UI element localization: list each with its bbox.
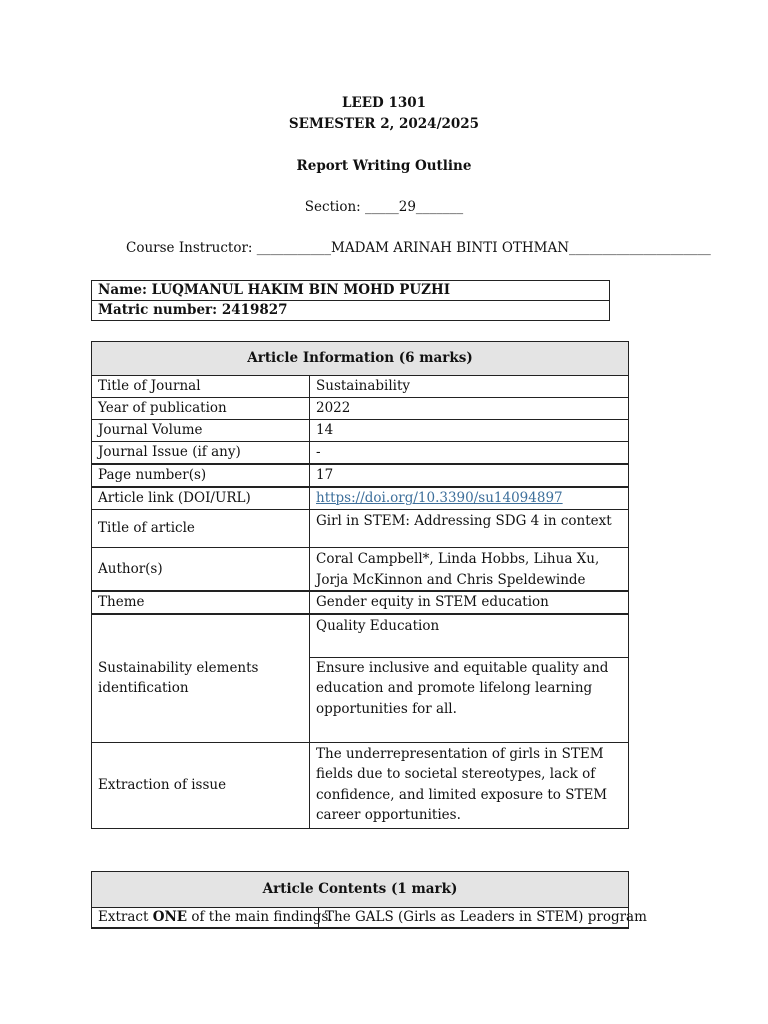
page-title: Report Writing Outline xyxy=(296,158,472,174)
row-value: The GALS (Girls as Leaders in STEM) program xyxy=(319,908,629,929)
table-row xyxy=(92,614,629,658)
row-value: Quality Education xyxy=(310,614,629,658)
table-row xyxy=(92,908,629,929)
table-row xyxy=(92,376,629,398)
row-label: Author(s) xyxy=(92,548,310,592)
label-emphasis: ONE xyxy=(152,909,188,925)
doi-link[interactable]: https://doi.org/10.3390/su14094897 xyxy=(316,490,563,507)
semester: SEMESTER 2, 2024/2025 xyxy=(288,116,480,132)
row-label: Sustainability elements identification xyxy=(92,614,310,743)
article-contents-table xyxy=(91,871,647,929)
row-value: - xyxy=(310,442,629,465)
row-label: Theme xyxy=(92,591,310,614)
article-info-table xyxy=(91,341,629,829)
table-row xyxy=(92,398,629,420)
table-row xyxy=(92,742,629,828)
table-row xyxy=(92,510,629,548)
course-code: LEED 1301 xyxy=(341,95,427,111)
row-label: Title of Journal xyxy=(92,376,310,398)
row-value: Gender equity in STEM education xyxy=(310,591,629,614)
row-value xyxy=(310,487,629,510)
row-value: 14 xyxy=(310,420,629,442)
student-matric: Matric number: 2419827 xyxy=(92,301,610,321)
row-label: Page number(s) xyxy=(92,464,310,487)
table-row xyxy=(92,591,629,614)
table-row xyxy=(92,548,629,592)
instructor-line: Course Instructor: ___________MADAM ARINAH BINTI OTHMAN_____________________ xyxy=(126,240,711,256)
row-value: Sustainability xyxy=(310,376,629,398)
row-value: 2022 xyxy=(310,398,629,420)
row-value: The underrepresentation of girls in STEM fields due to societal stereotypes, lack of confidence, and limited exposure to STEM career opportunities. xyxy=(310,742,629,828)
row-label: Extraction of issue xyxy=(92,742,310,828)
student-table xyxy=(91,280,610,321)
label-prefix: Extract xyxy=(98,909,153,925)
label-suffix: of the main findings. xyxy=(187,909,333,925)
row-value: 17 xyxy=(310,464,629,487)
row-value: Coral Campbell*, Linda Hobbs, Lihua Xu, Jorja McKinnon and Chris Speldewinde xyxy=(310,548,629,592)
article-contents-heading: Article Contents (1 mark) xyxy=(92,872,629,908)
row-label: Article link (DOI/URL) xyxy=(92,487,310,510)
row-value: Ensure inclusive and equitable quality and education and promote lifelong learning opportunities for all. xyxy=(310,657,629,742)
row-label: Title of article xyxy=(92,510,310,548)
row-label: Year of publication xyxy=(92,398,310,420)
student-name: Name: LUQMANUL HAKIM BIN MOHD PUZHI xyxy=(92,281,610,301)
row-label: Journal Issue (if any) xyxy=(92,442,310,465)
row-label xyxy=(92,908,333,929)
table-row xyxy=(92,487,629,510)
section-line: Section: _____29_______ xyxy=(304,199,464,215)
row-label: Journal Volume xyxy=(92,420,310,442)
table-row xyxy=(92,420,629,442)
row-value: Girl in STEM: Addressing SDG 4 in context xyxy=(310,510,629,548)
table-row xyxy=(92,464,629,487)
table-row xyxy=(92,442,629,465)
article-info-heading: Article Information (6 marks) xyxy=(92,342,629,376)
